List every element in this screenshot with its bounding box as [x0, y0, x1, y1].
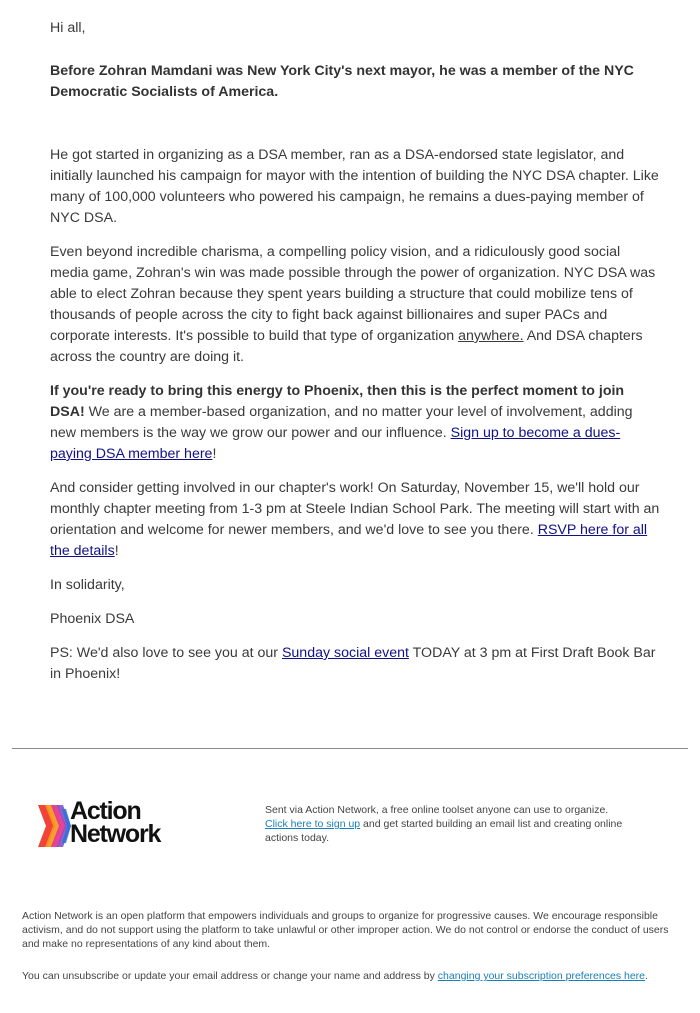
paragraph-join [50, 381, 660, 465]
rsvp-link[interactable]: RSVP here for all the details [50, 522, 648, 559]
lead-paragraph [50, 61, 660, 103]
paragraph-campaign: He got started in organizing as a DSA member, ran as a DSA-endorsed state legislator, and initially launched his campaign for mayor with the intention of building the NYC DSA chapter. Like many of 100,000 volunteers who powered his campaign, he remains a dues-paying member of NYC DSA. [50, 147, 659, 226]
unsubscribe-tail: . [645, 970, 648, 982]
postscript [50, 643, 660, 685]
footer-disclaimer: Action Network is an open platform that empowers individuals and groups to organize for progressive causes. We encourage responsible activism, and do not support using the platform to take unlawful or other improper action. We do not control or endorse the conduct of users and make no representations of any kind about them. [22, 910, 669, 950]
greeting: Hi all, [50, 20, 86, 36]
unsubscribe-text: You can unsubscribe or update your email address or change your name and address by [22, 970, 438, 982]
lead-bold-text: Before Zohran Mamdani was New York City's next mayor, he was a member of the NYC Democratic Socialists of America. [50, 63, 634, 100]
join-bold-text: If you're ready to bring this energy to Phoenix, then this is the perfect moment to join DSA! [50, 383, 625, 420]
footer-signup-link[interactable]: Click here to sign up [265, 818, 361, 830]
footer-sent-via [265, 803, 635, 845]
sunday-social-link[interactable]: Sunday social event [281, 645, 409, 661]
paragraph-organization-text: Even beyond incredible charisma, a compelling policy vision, and a ridiculously good social media game, Zohran's win was made possible through the power of organization. NYC DSA was able to elect Zohran because they spent years building a structure that could mobilize tens of thousands of people across the city to fight back against billionaires and super PACs and corporate interests. It's possible to build that type of organization [50, 244, 656, 344]
join-text: We are a member-based organization, and no matter your level of involvement, adding new members is the way we grow our power and our influence. [50, 404, 633, 441]
ps-text: PS: We'd also love to see you at our [50, 645, 282, 661]
footer-unsubscribe [22, 969, 692, 983]
logo-line-network: Network [70, 820, 161, 848]
subscription-preferences-link[interactable]: changing your subscription preferences here [437, 970, 646, 982]
paragraph-meeting [50, 478, 660, 562]
signature: Phoenix DSA [50, 611, 135, 627]
signoff: In solidarity, [50, 577, 125, 593]
paragraph-organization-tail: And DSA chapters across the country are doing it. [50, 328, 643, 365]
paragraph-organization [50, 242, 660, 368]
logo-wordmark [70, 797, 161, 848]
action-network-logo[interactable] [38, 797, 198, 852]
sent-via-text: Sent via Action Network, a free online toolset anyone can use to organize. [265, 804, 609, 816]
signup-dues-link[interactable]: Sign up to become a dues-paying DSA member here [50, 425, 621, 462]
meeting-tail: ! [114, 543, 119, 559]
signup-tail-text: and get started building an email list and creating online actions today. [265, 818, 623, 844]
logo-line-action: Action [70, 797, 141, 825]
footer-divider [12, 748, 688, 749]
ps-tail: TODAY at 3 pm at First Draft Book Bar in Phoenix! [50, 645, 656, 682]
meeting-text: And consider getting involved in our chapter's work! On Saturday, November 15, we'll hold our monthly chapter meeting from 1-3 pm at Steele Indian School Park. The meeting will start with an orientation and welcome for newer members, and we'd love to see you there. [50, 480, 660, 538]
action-network-logo-icon [38, 801, 72, 851]
anywhere-link[interactable]: anywhere. [458, 328, 524, 344]
join-tail: ! [212, 446, 217, 462]
email-body [50, 18, 660, 698]
